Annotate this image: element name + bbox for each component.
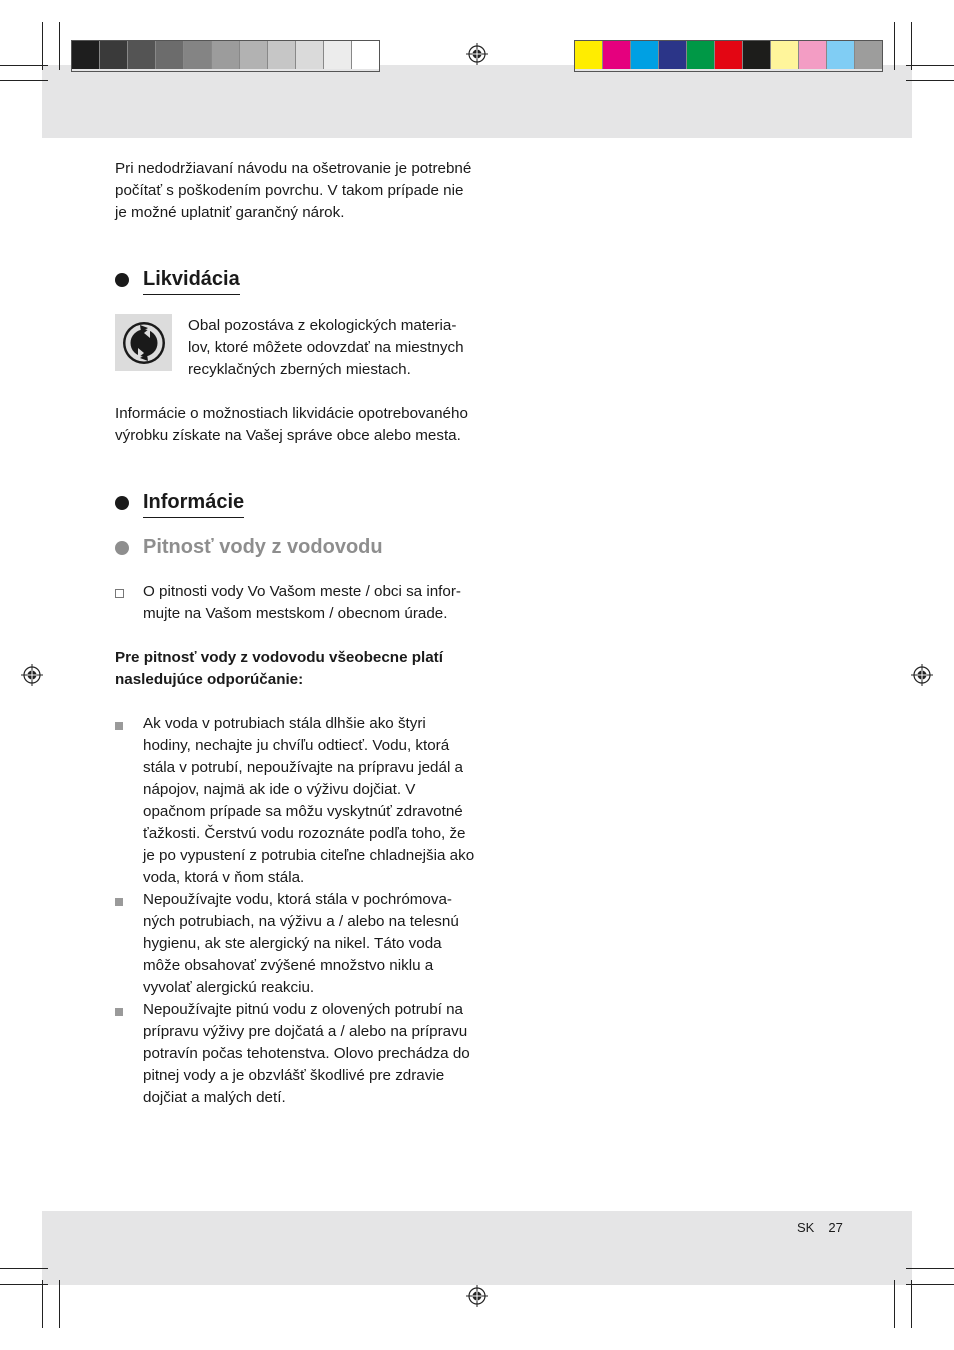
- recommendation-title: Pre pitnosť vody z vodovodu všeobecne platí nasledujúce odporúčanie:: [115, 649, 443, 688]
- color-swatch: [156, 41, 184, 69]
- water-subheading-text: Pitnosť vody z vodovodu: [143, 536, 383, 558]
- crop-mark: [42, 1280, 43, 1328]
- color-swatch: [659, 41, 687, 69]
- color-swatch: [715, 41, 743, 69]
- color-swatch: [352, 41, 379, 69]
- bullet-dot-icon: [115, 496, 129, 510]
- registration-mark-icon: [21, 664, 43, 686]
- square-bullet-icon: [115, 713, 143, 889]
- bullet-dot-icon: [115, 541, 129, 555]
- disposal-info-text: Informácie o možnostiach likvidácie opotrebovaného výrobku získate na Vašej správe obce alebo mesta.: [115, 405, 468, 444]
- intro-paragraph: Pri nedodržiavaní návodu na ošetrovanie je potrebné počítať s poškodením povrchu. V takom prípade nie je možné uplatniť garančný nárok.: [115, 160, 472, 221]
- color-swatch: [771, 41, 799, 69]
- list-item: [115, 889, 475, 999]
- color-swatch: [324, 41, 352, 69]
- color-swatch: [184, 41, 212, 69]
- color-swatch: [72, 41, 100, 69]
- process-color-bar: [574, 40, 883, 72]
- crop-mark: [0, 1284, 48, 1285]
- green-dot-recycling-icon: [115, 314, 172, 371]
- list-item: [115, 999, 475, 1109]
- color-swatch: [855, 41, 882, 69]
- registration-mark-icon: [466, 43, 488, 65]
- packaging-text: Obal pozostáva z ekologických materia-lov, ktoré môžete odovzdať na miestnych recyklačných zberných miestach.: [188, 317, 464, 378]
- grayscale-color-bar: [71, 40, 380, 72]
- crop-mark: [911, 1280, 912, 1328]
- checkbox-square-icon: [115, 581, 143, 625]
- crop-mark: [906, 80, 954, 81]
- square-bullet-icon: [115, 999, 143, 1109]
- color-swatch: [296, 41, 324, 69]
- bullet-dot-icon: [115, 273, 129, 287]
- crop-mark: [0, 65, 48, 66]
- page-number: 27: [828, 1220, 843, 1235]
- water-subheading: [115, 533, 475, 562]
- color-swatch: [128, 41, 156, 69]
- crop-mark: [59, 1280, 60, 1328]
- color-swatch: [268, 41, 296, 69]
- page-footer: [797, 1220, 857, 1235]
- crop-mark: [911, 22, 912, 70]
- color-swatch: [603, 41, 631, 69]
- list-item: [115, 713, 475, 889]
- language-code: SK: [797, 1220, 815, 1235]
- color-swatch: [631, 41, 659, 69]
- color-swatch: [743, 41, 771, 69]
- crop-mark: [0, 1268, 48, 1269]
- registration-mark-icon: [911, 664, 933, 686]
- crop-mark: [0, 80, 48, 81]
- crop-mark: [42, 22, 43, 70]
- color-swatch: [240, 41, 268, 69]
- crop-mark: [906, 1268, 954, 1269]
- color-swatch: [799, 41, 827, 69]
- crop-mark: [59, 22, 60, 70]
- color-swatch: [575, 41, 603, 69]
- disposal-heading-text: Likvidácia: [143, 265, 240, 295]
- information-heading: [115, 488, 475, 518]
- color-swatch: [100, 41, 128, 69]
- crop-mark: [906, 65, 954, 66]
- packaging-block: [115, 315, 475, 381]
- local-note-text: O pitnosti vody Vo Vašom meste / obci sa infor-mujte na Vašom mestskom / obecnom úrade.: [143, 583, 461, 622]
- color-swatch: [827, 41, 855, 69]
- page-content: [115, 158, 475, 1109]
- square-bullet-icon: [115, 889, 143, 999]
- information-heading-text: Informácie: [143, 488, 244, 518]
- header-band: [42, 65, 912, 138]
- list-item-text: Ak voda v potrubiach stála dlhšie ako štyri hodiny, nechajte ju chvíľu odtiecť. Vodu, ktorá stála v potrubí, nepoužívajte na prípravu jedál a nápojov, najmä ak ide o výživu dojčiat. V opačnom prípade sa môžu vyskytnúť zdravotné ťažkosti. Čerstvú vodu rozoznáte podľa toho, že je po vypustení z potrubia citeľne chladnejšia ako voda, ktorá v ňom stála.: [143, 715, 475, 886]
- color-swatch: [212, 41, 240, 69]
- crop-mark: [894, 22, 895, 70]
- crop-mark: [894, 1280, 895, 1328]
- registration-mark-icon: [466, 1285, 488, 1307]
- color-swatch: [687, 41, 715, 69]
- disposal-heading: [115, 265, 475, 295]
- footer-band: [42, 1211, 912, 1285]
- list-item-text: Nepoužívajte pitnú vodu z olovených potrubí na prípravu výživy pre dojčatá a / alebo na prípravu potravín počas tehotenstva. Olovo prechádza do pitnej vody a je obzvlášť škodlivé pre zdravie dojčiat a malých detí.: [143, 1001, 470, 1106]
- list-item-text: Nepoužívajte vodu, ktorá stála v pochrómova-ných potrubiach, na výživu a / alebo na telesnú hygienu, ak ste alergický na nikel. Táto voda môže obsahovať zvýšené množstvo niklu a vyvolať alergickú reakciu.: [143, 891, 459, 996]
- local-note: [115, 581, 475, 625]
- crop-mark: [906, 1284, 954, 1285]
